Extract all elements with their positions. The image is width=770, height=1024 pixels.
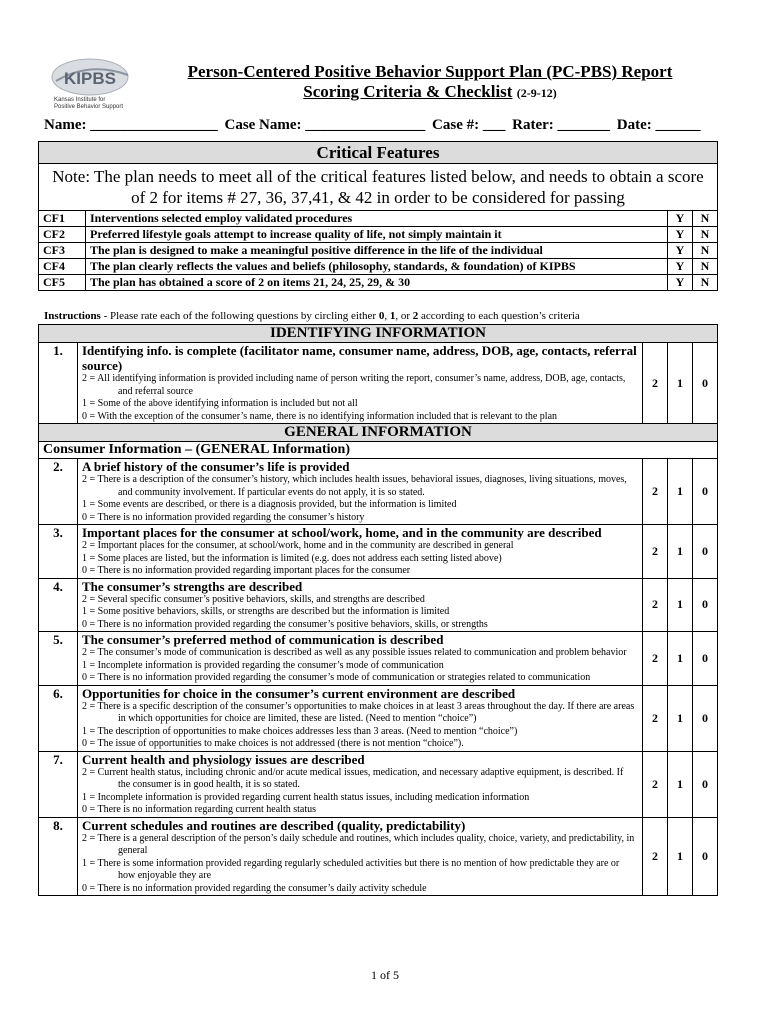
- instructions-text: - Please rate each of the following questions by circling either: [100, 310, 379, 322]
- cf-text: Preferred lifestyle goals attempt to increase quality of life, not simply maintain it: [86, 227, 668, 243]
- cf-no[interactable]: N: [693, 211, 718, 227]
- question-body: [78, 632, 643, 686]
- question-number: 5.: [39, 632, 78, 686]
- score-option-0[interactable]: 0: [693, 459, 718, 525]
- instructions-score-0: 0: [378, 310, 385, 322]
- score-option-1[interactable]: 1: [668, 459, 693, 525]
- criterion-1: 1 = There is some information provided regarding regularly scheduled activities but there is no mention of how predictable they are or how enjoyable they are: [82, 857, 620, 881]
- instructions-sep: , or: [395, 310, 413, 322]
- cf-text: The plan is designed to make a meaningful positive difference in the life of the individual: [86, 243, 668, 259]
- question-number: 8.: [39, 817, 78, 896]
- cf-yes[interactable]: Y: [668, 275, 693, 291]
- criterion-2: 2 = There is a description of the consumer’s history, which includes health issues, behavioral issues, diagnoses, living situations, moves, and community involvement. If particular events do not apply, it is so stated.: [82, 474, 627, 498]
- section-header-general: GENERAL INFORMATION: [39, 424, 718, 442]
- score-option-0[interactable]: 0: [693, 685, 718, 751]
- question-title: The consumer’s preferred method of communication is described: [82, 632, 444, 647]
- instructions-score-2: 2: [412, 310, 419, 322]
- score-option-2[interactable]: 2: [643, 459, 668, 525]
- score-option-2[interactable]: 2: [643, 525, 668, 579]
- cf-row: [39, 227, 718, 243]
- cf-text: The plan clearly reflects the values and beliefs (philosophy, standards, & foundation) of KIPBS: [86, 259, 668, 275]
- title-date: (2-9-12): [516, 86, 557, 100]
- criterion-1: 1 = Incomplete information is provided regarding current health status issues, including medication information: [82, 791, 530, 803]
- cf-yes[interactable]: Y: [668, 243, 693, 259]
- question-row: [39, 525, 718, 579]
- critical-features-table: [38, 141, 718, 291]
- score-option-0[interactable]: 0: [693, 578, 718, 632]
- cf-yes[interactable]: Y: [668, 259, 693, 275]
- score-option-0[interactable]: 0: [693, 343, 718, 424]
- score-option-0[interactable]: 0: [693, 525, 718, 579]
- cf-yes[interactable]: Y: [668, 227, 693, 243]
- criterion-1: 1 = Some places are listed, but the information is limited (e.g. does not address each setting listed above): [82, 552, 502, 564]
- instructions-text: according to each question’s criteria: [418, 310, 580, 322]
- title-line-2: Scoring Criteria & Checklist: [303, 82, 513, 101]
- cf-id: CF3: [39, 243, 86, 259]
- criterion-1: 1 = Some positive behaviors, skills, or strengths are described but the information is limited: [82, 606, 450, 617]
- question-row: [39, 459, 718, 525]
- logo-subtitle-1: Kansas Institute for: [54, 97, 106, 103]
- cf-text: Interventions selected employ validated procedures: [86, 211, 668, 227]
- criterion-2: 2 = Current health status, including chronic and/or acute medical issues, medication, and necessary adaptive equipment, is described. If the consumer is in good health, it is so stated.: [82, 766, 624, 790]
- question-title: A brief history of the consumer’s life is provided: [82, 459, 350, 474]
- question-body: [78, 343, 643, 424]
- critical-features-note: Note: The plan needs to meet all of the critical features listed below, and needs to obtain a score of 2 for items # 27, 36, 37,41, & 42 in order to be considered for passing: [39, 164, 718, 211]
- question-title: Identifying info. is complete (facilitator name, consumer name, address, DOB, age, contacts, referral source): [82, 343, 637, 373]
- question-body: [78, 578, 643, 632]
- cf-id: CF1: [39, 211, 86, 227]
- criterion-0: 0 = There is no information provided regarding the consumer’s daily activity schedule: [82, 882, 427, 894]
- name-row: [44, 117, 724, 134]
- criterion-2: 2 = Important places for the consumer, at school/work, home and in the community are described in general: [82, 540, 514, 551]
- general-questions: [39, 459, 718, 896]
- cf-row: [39, 259, 718, 275]
- score-option-0[interactable]: 0: [693, 751, 718, 817]
- criterion-2: 2 = There is a general description of the person’s daily schedule and routines, which includes quality, choice, variety, and predictability, in general: [82, 832, 635, 856]
- cf-id: CF5: [39, 275, 86, 291]
- question-number: 1.: [39, 343, 78, 424]
- score-option-1[interactable]: 1: [668, 632, 693, 686]
- case-number-field[interactable]: Case #: ___: [432, 117, 506, 133]
- criterion-0: 0 = There is no information regarding current health status: [82, 804, 316, 815]
- question-number: 4.: [39, 578, 78, 632]
- score-option-2[interactable]: 2: [643, 817, 668, 896]
- cf-id: CF4: [39, 259, 86, 275]
- question-body: [78, 685, 643, 751]
- criterion-1: 1 = Incomplete information is provided regarding the consumer’s mode of communication: [82, 659, 444, 671]
- score-option-1[interactable]: 1: [668, 525, 693, 579]
- criterion-2: 2 = All identifying information is provided including name of person writing the report, consumer’s name, address, DOB, age, contacts, and referral source: [82, 373, 626, 397]
- name-field[interactable]: Name: _________________: [44, 117, 218, 133]
- score-option-1[interactable]: 1: [668, 578, 693, 632]
- score-option-1[interactable]: 1: [668, 817, 693, 896]
- score-option-2[interactable]: 2: [643, 632, 668, 686]
- question-title: Opportunities for choice in the consumer’s current environment are described: [82, 685, 516, 701]
- cf-no[interactable]: N: [693, 227, 718, 243]
- criterion-1: 1 = Some of the above identifying information is included but not all: [82, 398, 358, 409]
- logo-wordmark: KIPBS: [64, 69, 116, 88]
- kipbs-logo: [46, 55, 141, 113]
- criterion-0: 0 = With the exception of the consumer’s name, there is no identifying information included that is relevant to the plan: [82, 410, 558, 422]
- criterion-0: 0 = The issue of opportunities to make choices is not addressed (there is not mention “choice”).: [82, 738, 464, 749]
- cf-row: [39, 275, 718, 291]
- cf-no[interactable]: N: [693, 259, 718, 275]
- scoring-table: [38, 324, 718, 896]
- question-title: The consumer’s strengths are described: [82, 578, 303, 594]
- date-field[interactable]: Date: ______: [616, 117, 701, 133]
- case-name-field[interactable]: Case Name: ________________: [224, 117, 426, 133]
- criterion-1: 1 = The description of opportunities to make choices addresses less than 3 areas. (Need to mention “choice”): [82, 725, 518, 737]
- cf-no[interactable]: N: [693, 275, 718, 291]
- section-header-identifying: IDENTIFYING INFORMATION: [39, 325, 718, 343]
- identifying-questions: [39, 343, 718, 424]
- instructions-lead: Instructions: [44, 310, 101, 322]
- cf-no[interactable]: N: [693, 243, 718, 259]
- question-number: 2.: [39, 459, 78, 525]
- criterion-2: 2 = There is a specific description of the consumer’s opportunities to make choices in at least 3 areas throughout the day. If there are areas in which opportunities for choice are limited, these are listed. (Need to mention “choice”): [82, 700, 635, 724]
- question-title: Current health and physiology issues are described: [82, 751, 365, 767]
- score-option-2[interactable]: 2: [643, 578, 668, 632]
- question-row: [39, 685, 718, 751]
- page-number: 1 of 5: [371, 968, 399, 982]
- criterion-0: 0 = There is no information provided regarding the consumer’s history: [82, 511, 365, 523]
- cf-row: [39, 211, 718, 227]
- cf-row: [39, 243, 718, 259]
- cf-text: The plan has obtained a score of 2 on items 21, 24, 25, 29, & 30: [86, 275, 668, 291]
- logo-subtitle-2: Positive Behavior Support: [54, 104, 124, 110]
- critical-features-title: Critical Features: [39, 142, 718, 164]
- question-body: [78, 525, 643, 579]
- question-row: [39, 632, 718, 686]
- question-number: 3.: [39, 525, 78, 579]
- score-option-1[interactable]: 1: [668, 685, 693, 751]
- question-body: [78, 751, 643, 817]
- question-row: [39, 578, 718, 632]
- question-body: [78, 459, 643, 525]
- score-option-1[interactable]: 1: [668, 751, 693, 817]
- question-row: [39, 343, 718, 424]
- question-row: [39, 817, 718, 896]
- score-option-0[interactable]: 0: [693, 632, 718, 686]
- score-option-2[interactable]: 2: [643, 751, 668, 817]
- criterion-2: 2 = The consumer’s mode of communication is described as well as any possible issues related to communication and problem behavior: [82, 647, 627, 658]
- question-number: 6.: [39, 685, 78, 751]
- subsection-consumer-info: Consumer Information – (GENERAL Information): [39, 442, 718, 459]
- question-title: Current schedules and routines are described (quality, predictability): [82, 817, 466, 833]
- score-option-1[interactable]: 1: [668, 343, 693, 424]
- cf-yes[interactable]: Y: [668, 211, 693, 227]
- rater-field[interactable]: Rater: _______: [512, 117, 611, 133]
- score-option-0[interactable]: 0: [693, 817, 718, 896]
- criterion-0: 0 = There is no information provided regarding the consumer’s positive behaviors, skills, or strengths: [82, 618, 488, 630]
- criterion-2: 2 = Several specific consumer’s positive behaviors, skills, and strengths are described: [82, 593, 425, 605]
- question-number: 7.: [39, 751, 78, 817]
- instructions: [44, 310, 580, 322]
- document-title: [150, 62, 710, 103]
- criterion-0: 0 = There is no information provided regarding important places for the consumer: [82, 565, 411, 576]
- question-body: [78, 817, 643, 896]
- score-option-2[interactable]: 2: [643, 685, 668, 751]
- question-row: [39, 751, 718, 817]
- score-option-2[interactable]: 2: [643, 343, 668, 424]
- criterion-1: 1 = Some events are described, or there is a diagnosis provided, but the information is limited: [82, 499, 457, 510]
- question-title: Important places for the consumer at school/work, home, and in the community are described: [82, 525, 602, 540]
- criterion-0: 0 = There is no information provided regarding the consumer’s mode of communication or strategies related to communication: [82, 672, 591, 683]
- cf-id: CF2: [39, 227, 86, 243]
- instructions-sep: ,: [384, 310, 390, 322]
- title-line-1: Person-Centered Positive Behavior Support Plan (PC-PBS) Report: [187, 62, 673, 81]
- instructions-score-1: 1: [389, 310, 396, 322]
